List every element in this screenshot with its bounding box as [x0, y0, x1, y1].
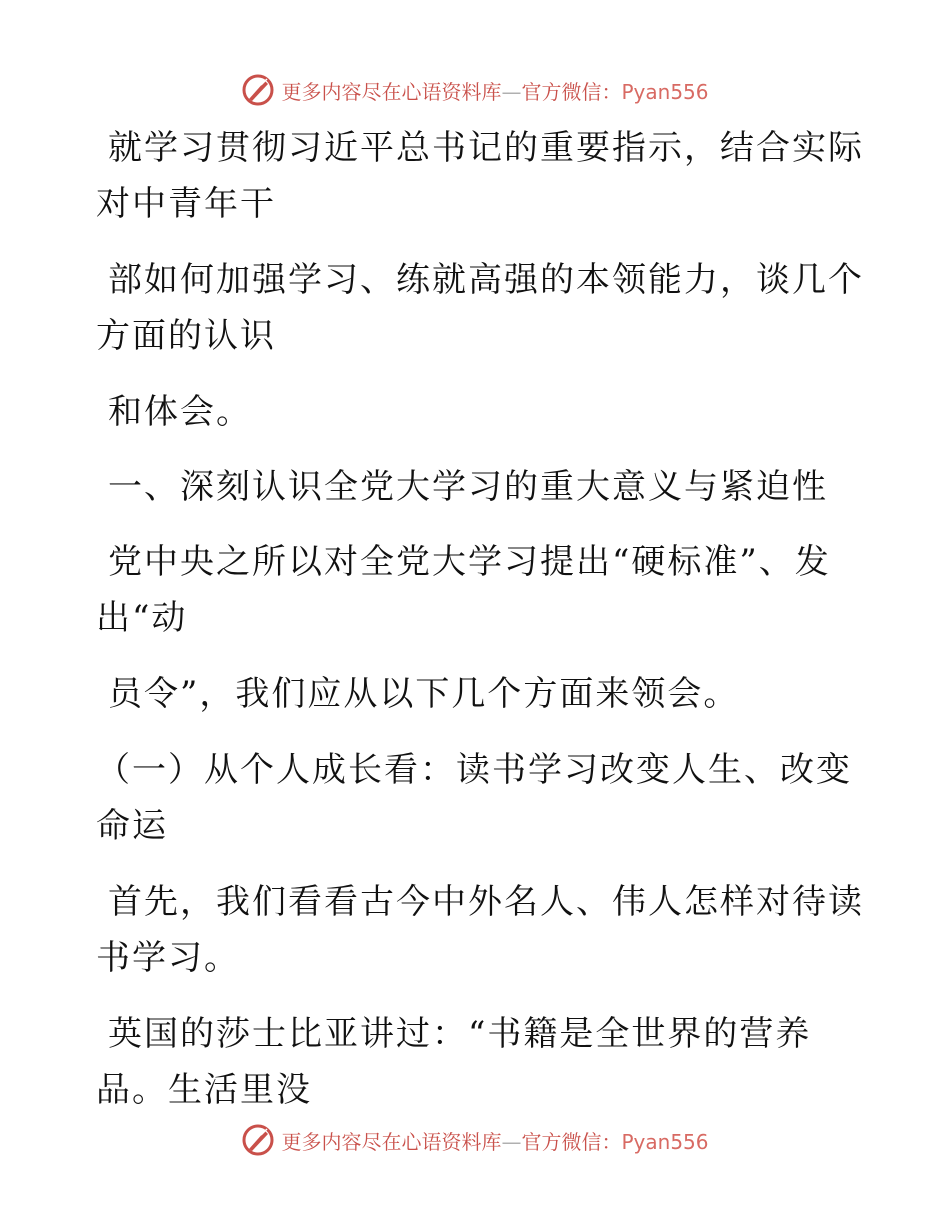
- section-heading: 一、深刻认识全党大学习的重大意义与紧迫性: [108, 467, 828, 507]
- body-line: 部如何加强学习、练就高强的本领能力，谈几个: [108, 260, 864, 300]
- body-line: 对中青年干: [96, 184, 276, 224]
- body-line: 命运: [96, 806, 168, 846]
- body-line: 就学习贯彻习近平总书记的重要指示，结合实际: [108, 128, 864, 168]
- quill-logo-icon: [241, 1123, 275, 1157]
- watermark-text: 更多内容尽在心语资料库—官方微信：Pyan556: [281, 79, 709, 104]
- body-line: 和体会。: [108, 392, 252, 432]
- watermark-text: 更多内容尽在心语资料库—官方微信：Pyan556: [281, 1129, 709, 1154]
- body-line: 出“动: [96, 598, 188, 638]
- body-line: 品。生活里没: [96, 1070, 312, 1110]
- body-line: 首先，我们看看古今中外名人、伟人怎样对待读: [108, 882, 864, 922]
- watermark-footer: [0, 1120, 950, 1160]
- body-line: 党中央之所以对全党大学习提出“硬标准”、发: [108, 542, 831, 582]
- body-line: 英国的莎士比亚讲过：“书籍是全世界的营养: [108, 1014, 812, 1054]
- subsection-heading: （一）从个人成长看：读书学习改变人生、改变: [96, 750, 852, 790]
- body-line: 方面的认识: [96, 316, 276, 356]
- body-line: 书学习。: [96, 938, 240, 978]
- body-line: 员令”，我们应从以下几个方面来领会。: [108, 674, 740, 714]
